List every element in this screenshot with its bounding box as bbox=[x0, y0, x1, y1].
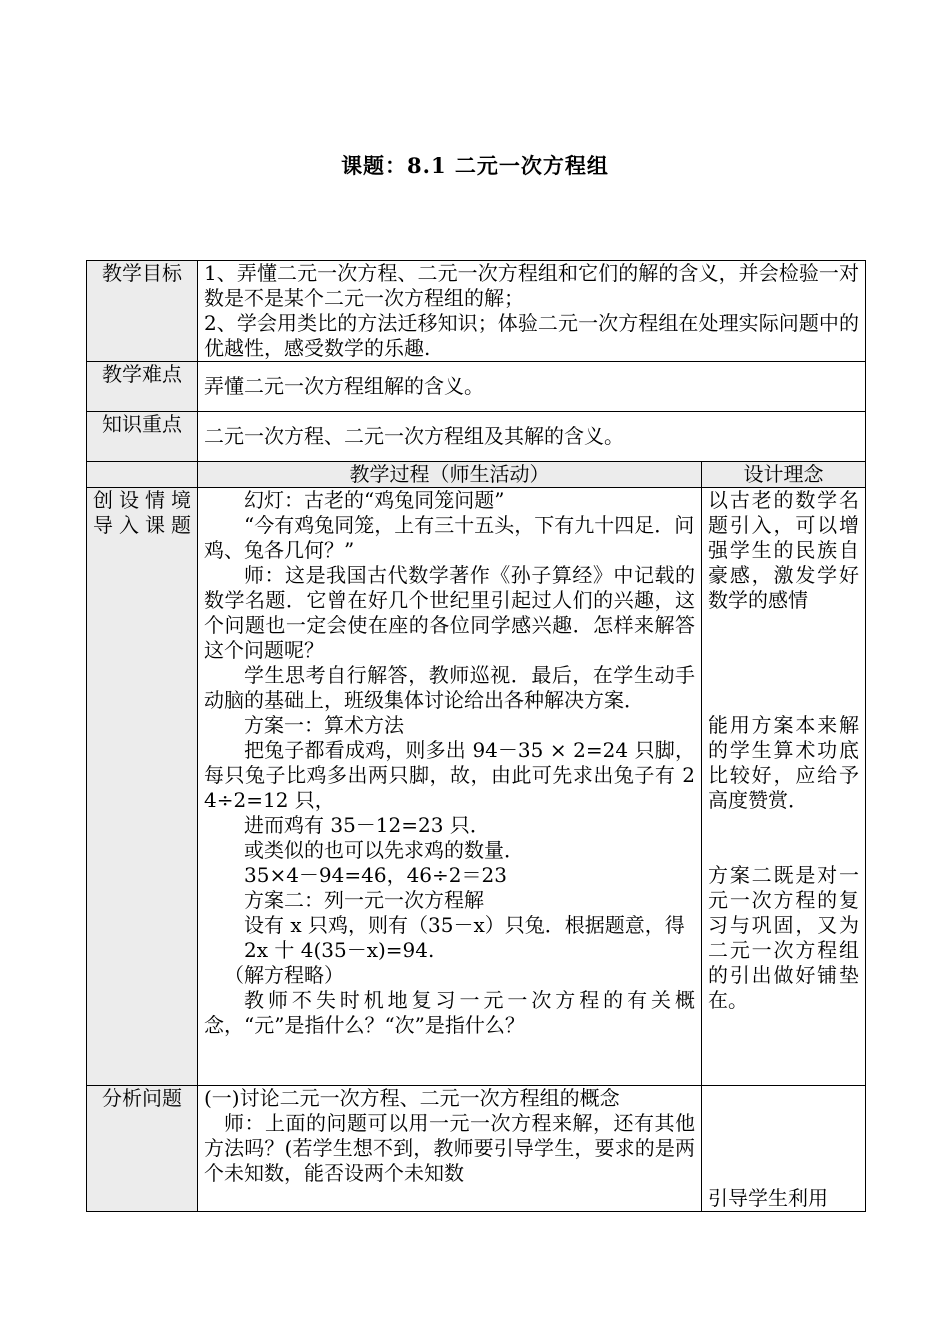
objectives-content bbox=[198, 261, 866, 362]
section-intro-concepts bbox=[702, 488, 866, 1086]
section-analysis-concept: 引导学生利用 bbox=[702, 1086, 866, 1212]
intro-line-1: 幻灯：古老的“鸡兔同笼问题” bbox=[244, 488, 505, 512]
objective-2: 2、学会用类比的方法迁移知识；体验二元一次方程组在处理实际问题中的优越性，感受数学的乐趣. bbox=[204, 311, 860, 360]
intro-line-14: 教师不失时机地复习一元一次方程的有关概念，“元”是指什么？“次”是指什么？ bbox=[204, 988, 695, 1037]
section-analysis-row bbox=[87, 1086, 866, 1212]
difficulty-label: 教学难点 bbox=[87, 362, 198, 412]
concept-2: 能用方案本来解的学生算术功底比较好，应给予高度赞赏． bbox=[708, 713, 860, 812]
intro-line-4: 学生思考自行解答，教师巡视．最后，在学生动手动脑的基础上，班级集体讨论给出各种解决方案． bbox=[204, 663, 695, 712]
section-intro-row bbox=[87, 488, 866, 1086]
objectives-label: 教学目标 bbox=[87, 261, 198, 362]
difficulty-row bbox=[87, 362, 866, 412]
header-process: 教学过程（师生活动） bbox=[198, 462, 702, 488]
lesson-plan-table bbox=[86, 260, 866, 1212]
section-intro-process bbox=[198, 488, 702, 1086]
analysis-line-1: (一)讨论二元一次方程、二元一次方程组的概念 bbox=[204, 1086, 620, 1110]
page-title: 课题：8.1 二元一次方程组 bbox=[341, 153, 609, 178]
section-analysis-process bbox=[198, 1086, 702, 1212]
intro-line-10: 方案二：列一元一次方程解 bbox=[244, 888, 484, 912]
objective-1: 1、弄懂二元一次方程、二元一次方程组和它们的解的含义，并会检验一对数是不是某个二元一次方程组的解； bbox=[204, 261, 860, 310]
intro-line-11: 设有 x 只鸡，则有（35－x）只兔．根据题意，得 bbox=[244, 913, 685, 937]
intro-line-6: 把兔子都看成鸡，则多出 94－35 × 2=24 只脚，每只兔子比鸡多出两只脚，故，由此可先求出兔子有 24÷2=12 只， bbox=[204, 738, 695, 812]
key-points-label: 知识重点 bbox=[87, 412, 198, 462]
key-points-row bbox=[87, 412, 866, 462]
intro-line-5: 方案一：算术方法 bbox=[244, 713, 404, 737]
concept-3: 方案二既是对一元一次方程的复习与巩固，又为二元一次方程组的引出做好铺垫在。 bbox=[708, 863, 860, 1012]
intro-line-2: “今有鸡兔同笼，上有三十五头，下有九十四足．问鸡、兔各几何？” bbox=[204, 513, 695, 562]
intro-line-9: 35×4－94=46，46÷2＝23 bbox=[244, 863, 507, 887]
header-blank bbox=[87, 462, 198, 488]
intro-line-7: 进而鸡有 35－12=23 只． bbox=[244, 813, 490, 837]
section-analysis-label: 分析问题 bbox=[87, 1086, 198, 1212]
key-points-content: 二元一次方程、二元一次方程组及其解的含义。 bbox=[198, 412, 866, 462]
objectives-row bbox=[87, 261, 866, 362]
intro-line-3: 师：这是我国古代数学著作《孙子算经》中记载的数学名题．它曾在好几个世纪里引起过人们的兴趣，这个问题也一定会使在座的各位同学感兴趣．怎样来解答这个问题呢？ bbox=[204, 563, 695, 662]
table-header-row bbox=[87, 462, 866, 488]
section-intro-label: 创设情境导入课题 bbox=[87, 488, 198, 1086]
intro-line-13: （解方程略） bbox=[224, 963, 344, 987]
concept-1: 以古老的数学名题引入，可以增强学生的民族自豪感，激发学好数学的感情 bbox=[708, 488, 860, 612]
intro-line-8: 或类似的也可以先求鸡的数量． bbox=[244, 838, 524, 862]
intro-line-12: 2x 十 4(35－x)=94. bbox=[244, 938, 435, 962]
difficulty-content: 弄懂二元一次方程组解的含义。 bbox=[198, 362, 866, 412]
header-concept: 设计理念 bbox=[702, 462, 866, 488]
analysis-line-2: 师：上面的问题可以用一元一次方程来解，还有其他方法吗？(若学生想不到，教师要引导学生，要求的是两个未知数，能否设两个未知数 bbox=[204, 1111, 695, 1185]
